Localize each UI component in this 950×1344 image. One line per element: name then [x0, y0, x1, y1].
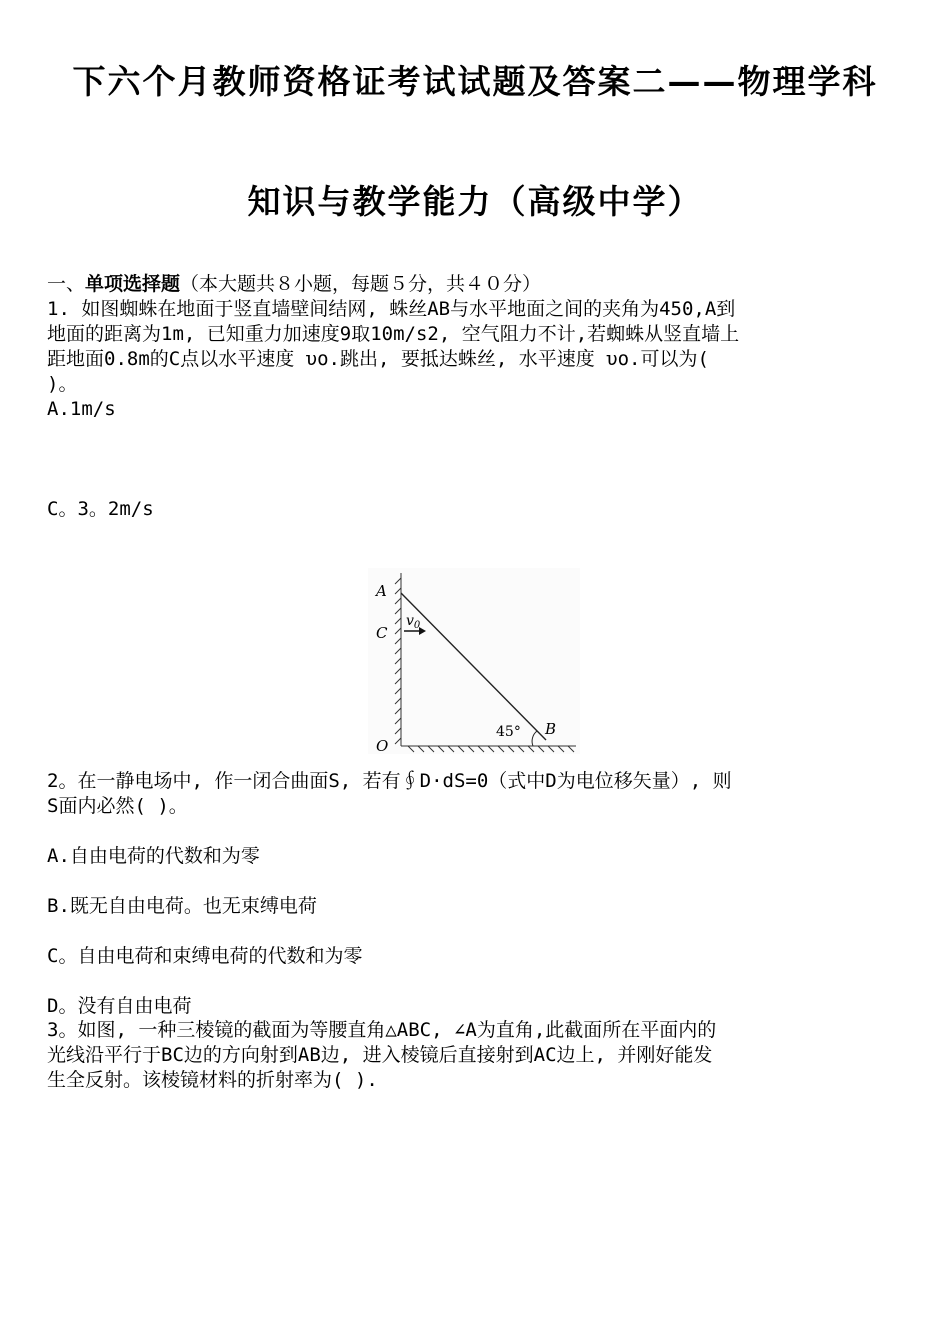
- label-a: A: [376, 582, 387, 600]
- spider-web-figure: [368, 568, 580, 754]
- q2-option-d: D。没有自由电荷: [47, 995, 192, 1017]
- label-b: B: [545, 720, 557, 738]
- q1-text-line-2: 地面的距离为1m, 已知重力加速度9取10m/s2, 空气阻力不计,若蜘蛛从竖直墙上: [47, 323, 740, 345]
- section-heading-label: 单项选择题: [85, 273, 181, 295]
- label-o: O: [376, 737, 389, 754]
- q3-text-line-2: 光线沿平行于BC边的方向射到AB边, 进入棱镜后直接射到AC边上, 并刚好能发: [47, 1044, 713, 1066]
- label-c: C: [376, 624, 388, 642]
- document-title-line-1: 下六个月教师资格证考试试题及答案二——物理学科: [72, 62, 878, 101]
- section-heading: [47, 272, 541, 296]
- q2-text-line-2: S面内必然( )。: [47, 795, 188, 817]
- q1-text-line-3: 距地面0.8m的C点以水平速度 υo.跳出, 要抵达蛛丝, 水平速度 υo.可以为(: [47, 348, 709, 370]
- q3-text-line-3: 生全反射。该棱镜材料的折射率为( ).: [47, 1069, 378, 1091]
- q1-option-c: C。3。2m/s: [47, 498, 154, 520]
- q2-option-c: C。自由电荷和束缚电荷的代数和为零: [47, 945, 363, 967]
- q1-text-line-1: 1. 如图蜘蛛在地面于竖直墙壁间结网, 蛛丝AB与水平地面之间的夹角为450,A到: [47, 298, 736, 320]
- q2-option-a: A.自由电荷的代数和为零: [47, 845, 260, 867]
- spider-web-diagram: [368, 568, 580, 754]
- document-title-line-2: 知识与教学能力（高级中学）: [247, 182, 703, 221]
- q1-option-a: A.1m/s: [47, 398, 116, 420]
- label-v: $v_0$: [406, 613, 421, 631]
- q1-text-line-4: )。: [47, 373, 78, 395]
- section-prefix: 一、: [47, 273, 86, 295]
- q3-text-line-1: 3。如图, 一种三棱镜的截面为等腰直角△ABC, ∠A为直角,此截面所在平面内的: [47, 1019, 717, 1041]
- section-note: （本大题共８小题，每题５分，共４０分）: [180, 273, 542, 295]
- angle-label: 45°: [496, 724, 521, 740]
- q2-option-b: B.既无自由电荷。也无束缚电荷: [47, 895, 317, 917]
- q2-text-line-1: 2。在一静电场中, 作一闭合曲面S, 若有∮D·dS=0（式中D为电位移矢量）, 则: [47, 770, 732, 792]
